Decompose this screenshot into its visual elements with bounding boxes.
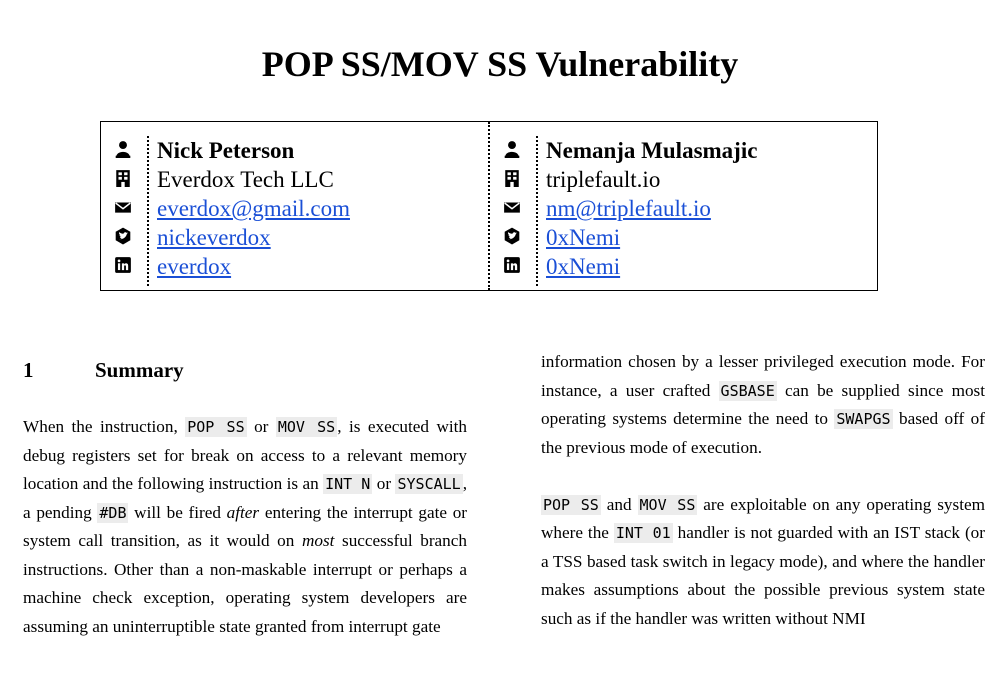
code-span: #DB (99, 503, 127, 522)
body-paragraph (541, 348, 985, 462)
author-table (100, 121, 878, 291)
body-paragraph (541, 491, 985, 634)
author-2-icons (490, 136, 538, 286)
summary-paragraph (23, 413, 467, 641)
author-email-link[interactable]: nm@triplefault.io (546, 196, 711, 221)
author-card-2 (488, 122, 877, 290)
code-span: POP SS (543, 495, 599, 514)
emphasis: after (226, 502, 260, 522)
text-run: can be supplied since most operating systems determine the need to (541, 380, 985, 428)
text-run: handler is not guarded with an IST stack (or a TSS based task switch in legacy mode), and where the handler makes assumptions about the possible previous system state such as if the handler was written without NMI (541, 523, 985, 628)
emphasis: most (301, 531, 335, 550)
left-column (23, 348, 467, 641)
author-linkedin-link[interactable]: everdox (157, 254, 232, 279)
code-span: GSBASE (720, 381, 775, 400)
author-organization: triplefault.io (546, 167, 661, 192)
building-icon (503, 169, 521, 187)
text-run: When the instruction, (23, 417, 186, 436)
code-span: MOV SS (277, 418, 336, 436)
author-linkedin-link[interactable]: 0xNemi (546, 254, 621, 279)
author-card-1 (101, 122, 488, 290)
code-span: SYSCALL (397, 475, 461, 493)
text-run: or (372, 474, 396, 493)
author-name: Nemanja Mulasmajic (546, 138, 758, 163)
person-icon (503, 140, 521, 158)
text-run: and (600, 494, 638, 514)
twitter-icon (114, 227, 132, 245)
text-run: , is executed with debug registers set for break on access to a relevant memory location and the following instruction is an (23, 417, 467, 493)
section-number: 1 (23, 358, 34, 382)
code-span: INT 01 (615, 524, 671, 542)
section-heading (23, 356, 467, 384)
author-1-info (157, 136, 484, 281)
text-run: or (246, 417, 276, 436)
author-email-link[interactable]: everdox@gmail.com (157, 196, 350, 221)
text-run: successful branch instructions. Other than a non-maskable interrupt or perhaps a machine check exception, operating system developers are assuming an uninterruptible state granted from interrupt gate (23, 531, 468, 636)
code-span: INT N (325, 475, 371, 493)
email-icon (503, 198, 521, 216)
linkedin-icon (114, 256, 132, 274)
author-twitter-link[interactable]: 0xNemi (546, 225, 621, 250)
author-2-info (546, 136, 873, 281)
person-icon (114, 140, 132, 158)
right-column (541, 348, 985, 633)
author-name: Nick Peterson (157, 138, 295, 163)
linkedin-icon (503, 256, 521, 274)
text-run: entering the interrupt gate or system call transition, as it would on (23, 502, 468, 550)
author-1-icons (101, 136, 149, 286)
code-span: SWAPGS (836, 410, 891, 428)
text-run: information chosen by a lesser privileged execution mode. For instance, a user crafted (541, 352, 985, 400)
code-span: POP SS (187, 418, 245, 436)
text-run: based off of the previous mode of execution. (541, 409, 985, 457)
author-organization: Everdox Tech LLC (157, 167, 334, 192)
code-span: MOV SS (639, 495, 696, 514)
text-run: are exploitable on any operating system where the (541, 494, 985, 542)
section-title: Summary (95, 358, 184, 382)
paper-title: POP SS/MOV SS Vulnerability (261, 44, 739, 84)
author-twitter-link[interactable]: nickeverdox (157, 225, 271, 250)
text-run: will be fired (128, 502, 227, 522)
text-run: , a pending (23, 474, 467, 522)
twitter-icon (503, 227, 521, 245)
email-icon (114, 198, 132, 216)
building-icon (114, 169, 132, 187)
